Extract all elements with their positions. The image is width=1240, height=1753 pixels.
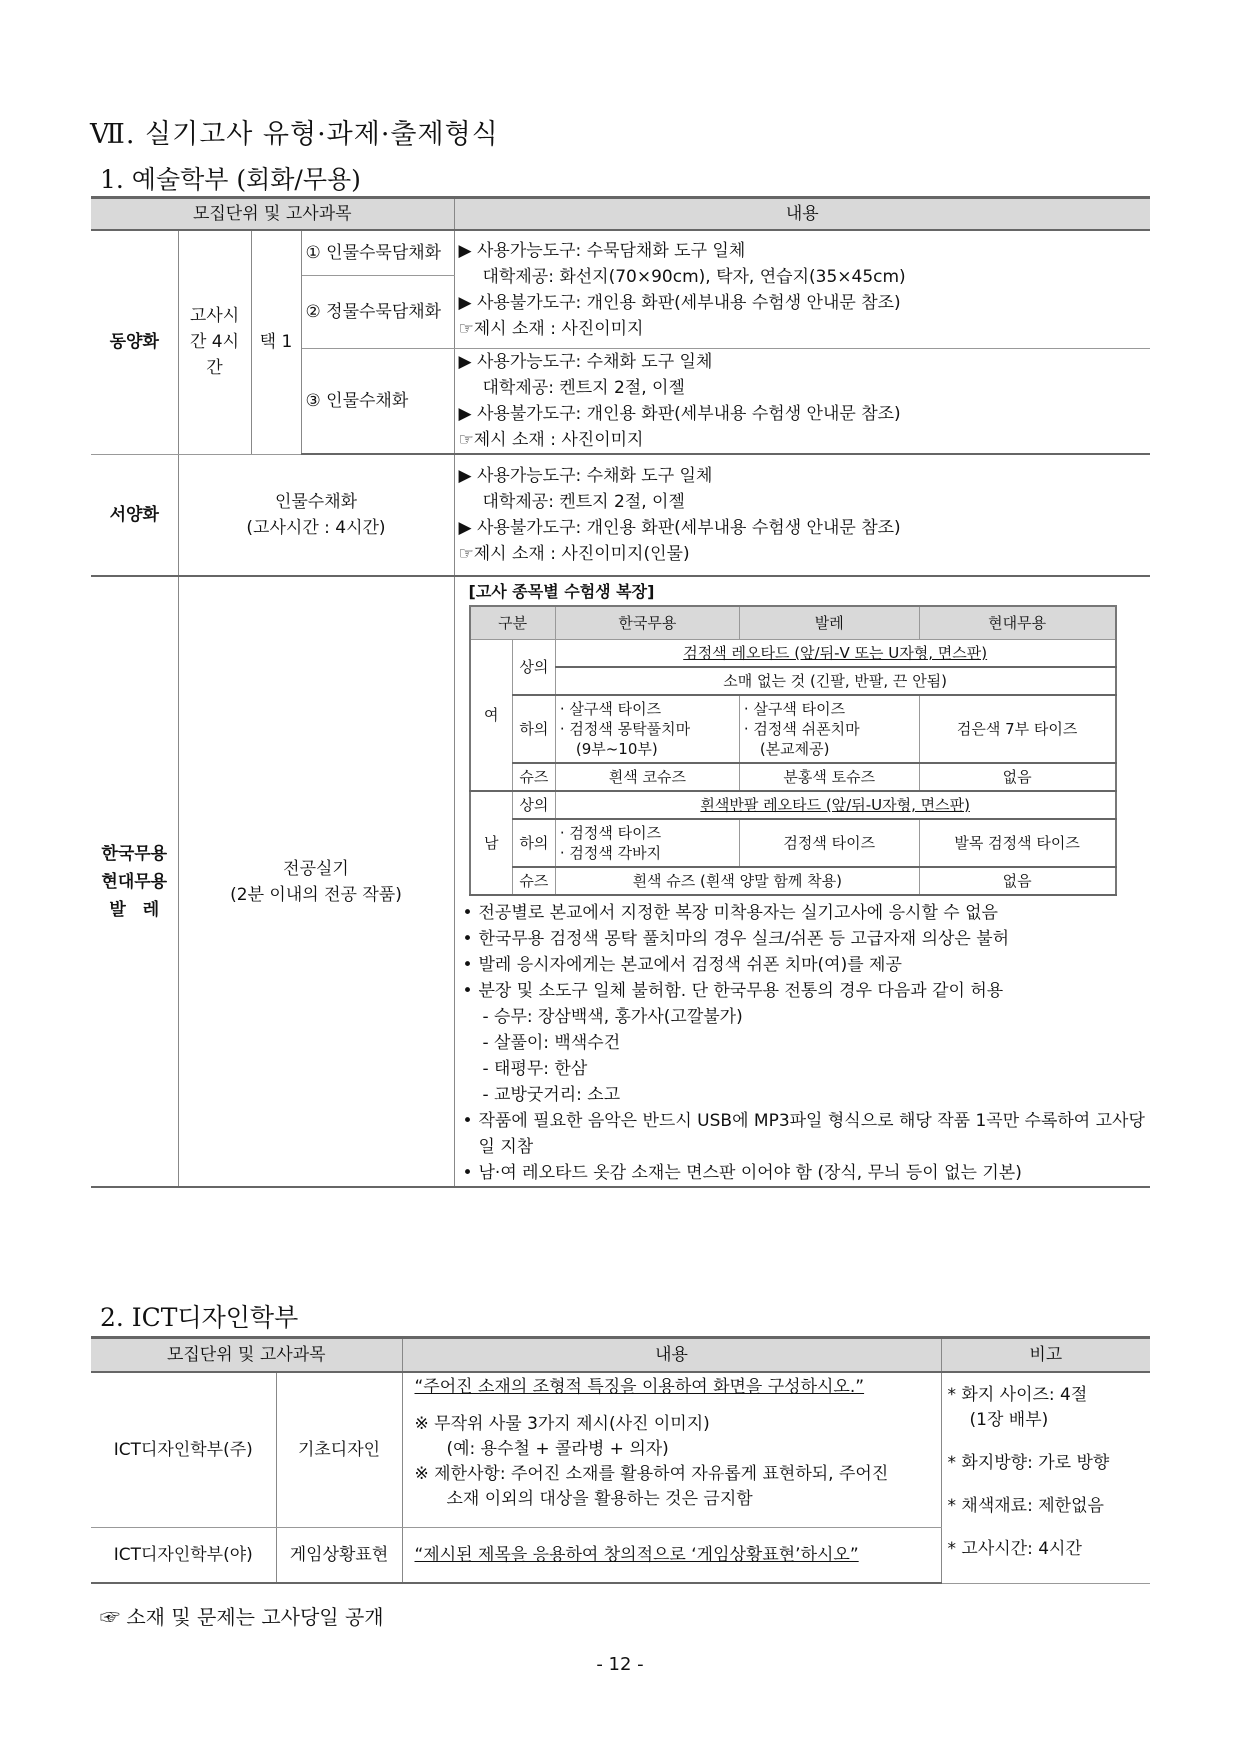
cell: 흰색 슈즈 (흰색 양말 함께 착용) xyxy=(555,867,919,895)
remarks: * 화지 사이즈: 4절 (1장 배부) * 화지방향: 가로 방향 * 채색재료: 제한없음 * 고사시간: 4시간 xyxy=(941,1372,1150,1583)
subject-basic-design: 기초디자인 xyxy=(276,1372,402,1528)
note-bullet: • 작품에 필요한 음악은 반드시 USB에 MP3파일 형식으로 해당 작품 1곡만 수록하여 고사당일 지참 xyxy=(459,1108,1147,1160)
row-bottom: 하의 xyxy=(512,695,555,763)
costume-header: 구분 xyxy=(470,606,556,640)
cell: 소매 없는 것 (긴팔, 반팔, 끈 안됨) xyxy=(555,667,1115,695)
subject-description: ▶ 사용가능도구: 수묵담채화 도구 일체 대학제공: 화선지(70×90cm), 탁자, 연습지(35×45cm) ▶ 사용불가도구: 개인용 화판(세부내용 수험생 안내문 참조) ☞제시 소재 : 사진이미지 xyxy=(454,230,1150,349)
cell: 발목 검정색 타이즈 xyxy=(919,819,1115,867)
cell: 검정색 레오타드 (앞/뒤-V 또는 U자형, 면스판) xyxy=(555,640,1115,668)
header-content: 내용 xyxy=(402,1338,941,1373)
cell: 검정색 타이즈 xyxy=(739,819,919,867)
header-remark: 비고 xyxy=(941,1338,1150,1373)
costume-header: 발레 xyxy=(739,606,919,640)
ict-exam-table xyxy=(91,1336,1150,1584)
cell: 흰색 코슈즈 xyxy=(555,763,739,791)
content-basic-design: “주어진 소재의 조형적 특징을 이용하여 화면을 구성하시오.” ※ 무작위 사물 3가지 제시(사진 이미지) (예: 용수철 + 콜라병 + 의자) ※ 제한사항: 주어진 소재를 활용하여 자유롭게 표현하되, 주어진 소재 이외의 대상을 활용하는 것은 금지함 xyxy=(402,1372,941,1528)
art-exam-table xyxy=(91,196,1150,1188)
header-unit: 모집단위 및 고사과목 xyxy=(91,1338,402,1373)
cell: · 살구색 타이즈 · 검정색 몽탁풀치마 (9부~10부) xyxy=(555,695,739,763)
costume-header: 현대무용 xyxy=(919,606,1115,640)
subject-item: ① 인물수묵담채화 xyxy=(301,230,454,276)
gender-female: 여 xyxy=(470,640,513,792)
content-game-scene: “제시된 제목을 응용하여 창의적으로 ‘게임상황표현’하시오” xyxy=(402,1528,941,1584)
costume-header: 한국무용 xyxy=(555,606,739,640)
unit-ict-night: ICT디자인학부(야) xyxy=(91,1528,276,1584)
exam-time: 고사시간 4시간 xyxy=(178,230,251,454)
row-bottom: 하의 xyxy=(512,819,555,867)
note-bullet: • 남·여 레오타드 옷감 소재는 면스판 이어야 함 (장식, 무늬 등이 없는 기본) xyxy=(459,1160,1147,1186)
note-bullet: • 분장 및 소도구 일체 불허함. 단 한국무용 전통의 경우 다음과 같이 허용 xyxy=(459,978,1147,1004)
cell: 분홍색 토슈즈 xyxy=(739,763,919,791)
unit-western-painting: 서양화 xyxy=(91,454,178,576)
note-dash-item: - 살풀이: 백색수건 xyxy=(482,1033,621,1053)
unit-ict-day: ICT디자인학부(주) xyxy=(91,1372,276,1528)
gender-male: 남 xyxy=(470,791,513,895)
subject-game-scene: 게임상황표현 xyxy=(276,1528,402,1584)
cell: 흰색반팔 레오타드 (앞/뒤-U자형, 면스판) xyxy=(555,791,1115,819)
cell: · 살구색 타이즈 · 검정색 쉬폰치마 (본교제공) xyxy=(739,695,919,763)
cell: · 검정색 타이즈 · 검정색 각바지 xyxy=(555,819,739,867)
cell: 없음 xyxy=(919,763,1115,791)
note-dash-item: - 승무: 장삼백색, 홍가사(고깔불가) xyxy=(482,1007,743,1027)
costume-table xyxy=(469,605,1117,896)
note-bullet: • 전공별로 본교에서 지정한 복장 미착용자는 실기고사에 응시할 수 없음 xyxy=(459,900,1147,926)
unit-eastern-painting: 동양화 xyxy=(91,230,178,454)
header-content: 내용 xyxy=(454,198,1150,231)
note-bullet: • 발레 응시자에게는 본교에서 검정색 쉬폰 치마(여)를 제공 xyxy=(459,952,1147,978)
page-title: Ⅶ. 실기고사 유형·과제·출제형식 xyxy=(90,119,499,150)
page-number: - 12 - xyxy=(596,1654,644,1675)
choose-one: 택 1 xyxy=(251,230,301,454)
subject-item: ③ 인물수채화 xyxy=(301,349,454,455)
unit-dance: 한국무용 현대무용 발 레 xyxy=(91,576,178,1187)
west-subject: 인물수채화 (고사시간 : 4시간) xyxy=(178,454,454,576)
costume-title: [고사 종목별 수험생 복장] xyxy=(468,582,655,601)
dance-subject: 전공실기 (2분 이내의 전공 작품) xyxy=(178,576,454,1187)
cell: 검은색 7부 타이즈 xyxy=(919,695,1115,763)
row-top: 상의 xyxy=(512,791,555,819)
subject-description: ▶ 사용가능도구: 수채화 도구 일체 대학제공: 켄트지 2절, 이젤 ▶ 사용불가도구: 개인용 화판(세부내용 수험생 안내문 참조) ☞제시 소재 : 사진이미지(인물) xyxy=(454,454,1150,576)
section-2-title: 2. ICT디자인학부 xyxy=(100,1303,299,1332)
note-dash-item: - 태평무: 한삼 xyxy=(482,1059,588,1079)
row-shoes: 슈즈 xyxy=(512,763,555,791)
note-bullet: • 한국무용 검정색 몽탁 풀치마의 경우 실크/쉬폰 등 고급자재 의상은 불허 xyxy=(459,926,1147,952)
row-shoes: 슈즈 xyxy=(512,867,555,895)
footnote: ☞ 소재 및 문제는 고사당일 공개 xyxy=(100,1605,384,1629)
row-top: 상의 xyxy=(512,640,555,696)
note-dash-item: - 교방굿거리: 소고 xyxy=(482,1085,621,1105)
subject-item: ② 정물수묵담채화 xyxy=(301,276,454,349)
section-1-title: 1. 예술학부 (회화/무용) xyxy=(100,165,361,194)
header-unit: 모집단위 및 고사과목 xyxy=(91,198,454,231)
dance-description xyxy=(454,576,1150,1187)
dance-notes xyxy=(459,900,1147,1186)
cell: 없음 xyxy=(919,867,1115,895)
subject-description: ▶ 사용가능도구: 수채화 도구 일체 대학제공: 켄트지 2절, 이젤 ▶ 사용불가도구: 개인용 화판(세부내용 수험생 안내문 참조) ☞제시 소재 : 사진이미지 xyxy=(454,349,1150,455)
